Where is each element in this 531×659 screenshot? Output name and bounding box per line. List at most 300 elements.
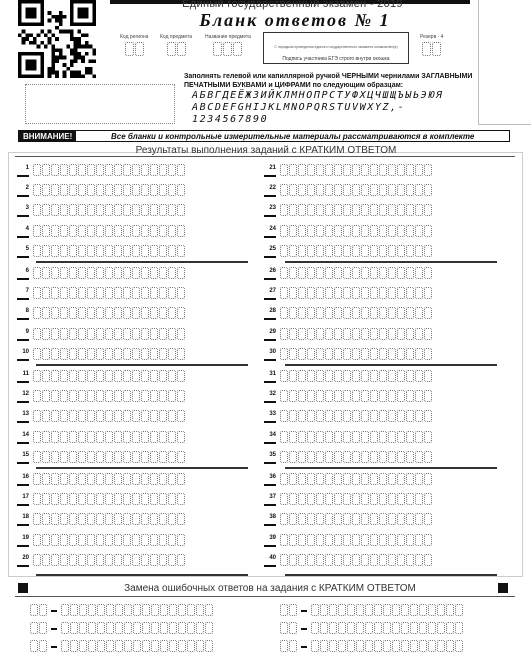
replace-answer-cell[interactable] <box>169 640 177 652</box>
replace-answer-cell[interactable] <box>383 640 391 652</box>
answer-cell[interactable] <box>42 184 50 196</box>
answer-cell[interactable] <box>388 245 396 257</box>
answer-cell[interactable] <box>132 307 140 319</box>
answer-cell[interactable] <box>96 410 104 422</box>
answer-cell[interactable] <box>379 390 387 402</box>
answer-cell[interactable] <box>60 307 68 319</box>
answer-cell[interactable] <box>114 554 122 566</box>
answer-cell[interactable] <box>78 287 86 299</box>
answer-cell[interactable] <box>69 225 77 237</box>
answer-cell[interactable] <box>424 184 432 196</box>
replace-answer-cell[interactable] <box>338 622 346 634</box>
answer-cell[interactable] <box>69 390 77 402</box>
answer-cell[interactable] <box>105 534 113 546</box>
answer-cell[interactable] <box>406 370 414 382</box>
answer-cell[interactable] <box>415 164 423 176</box>
answer-cell[interactable] <box>370 493 378 505</box>
replace-answer-cell[interactable] <box>133 604 141 616</box>
answer-cell[interactable] <box>150 410 158 422</box>
reserve-cell[interactable] <box>422 42 431 56</box>
answer-cell[interactable] <box>388 204 396 216</box>
answer-cell[interactable] <box>159 370 167 382</box>
answer-cell[interactable] <box>51 245 59 257</box>
answer-cell[interactable] <box>87 390 95 402</box>
answer-cell[interactable] <box>51 534 59 546</box>
answer-cell[interactable] <box>388 554 396 566</box>
answer-cell[interactable] <box>51 390 59 402</box>
answer-cell[interactable] <box>60 410 68 422</box>
answer-cell[interactable] <box>280 493 288 505</box>
answer-cell[interactable] <box>87 184 95 196</box>
answer-cell[interactable] <box>33 225 41 237</box>
answer-cell[interactable] <box>325 370 333 382</box>
answer-cell[interactable] <box>415 554 423 566</box>
answer-cell[interactable] <box>96 204 104 216</box>
answer-cell[interactable] <box>289 245 297 257</box>
answer-cell[interactable] <box>316 348 324 360</box>
answer-cell[interactable] <box>397 431 405 443</box>
replace-answer-cell[interactable] <box>178 622 186 634</box>
answer-cell[interactable] <box>141 328 149 340</box>
answer-cell[interactable] <box>159 184 167 196</box>
answer-cell[interactable] <box>406 513 414 525</box>
answer-cell[interactable] <box>132 328 140 340</box>
replace-answer-cell[interactable] <box>61 640 69 652</box>
answer-cell[interactable] <box>424 431 432 443</box>
answer-cell[interactable] <box>105 431 113 443</box>
answer-cell[interactable] <box>289 554 297 566</box>
answer-cell[interactable] <box>352 225 360 237</box>
answer-cell[interactable] <box>388 390 396 402</box>
answer-cell[interactable] <box>316 493 324 505</box>
answer-cell[interactable] <box>141 307 149 319</box>
answer-cell[interactable] <box>150 164 158 176</box>
answer-cell[interactable] <box>379 245 387 257</box>
answer-cell[interactable] <box>96 328 104 340</box>
replace-answer-cell[interactable] <box>329 622 337 634</box>
replace-answer-cell[interactable] <box>187 640 195 652</box>
answer-cell[interactable] <box>78 328 86 340</box>
answer-cell[interactable] <box>424 473 432 485</box>
answer-cell[interactable] <box>352 164 360 176</box>
answer-cell[interactable] <box>307 184 315 196</box>
answer-cell[interactable] <box>114 245 122 257</box>
answer-cell[interactable] <box>406 554 414 566</box>
answer-cell[interactable] <box>424 410 432 422</box>
answer-cell[interactable] <box>424 348 432 360</box>
answer-cell[interactable] <box>307 493 315 505</box>
answer-cell[interactable] <box>177 493 185 505</box>
answer-cell[interactable] <box>141 493 149 505</box>
answer-cell[interactable] <box>60 493 68 505</box>
answer-cell[interactable] <box>96 348 104 360</box>
answer-cell[interactable] <box>177 287 185 299</box>
answer-cell[interactable] <box>316 164 324 176</box>
answer-cell[interactable] <box>168 267 176 279</box>
answer-cell[interactable] <box>51 473 59 485</box>
answer-cell[interactable] <box>388 267 396 279</box>
answer-cell[interactable] <box>361 184 369 196</box>
answer-cell[interactable] <box>150 390 158 402</box>
answer-cell[interactable] <box>78 370 86 382</box>
answer-cell[interactable] <box>388 225 396 237</box>
answer-cell[interactable] <box>132 493 140 505</box>
replace-answer-cell[interactable] <box>106 640 114 652</box>
answer-cell[interactable] <box>168 225 176 237</box>
answer-cell[interactable] <box>141 554 149 566</box>
answer-cell[interactable] <box>343 493 351 505</box>
answer-cell[interactable] <box>361 451 369 463</box>
answer-cell[interactable] <box>334 493 342 505</box>
answer-cell[interactable] <box>343 225 351 237</box>
answer-cell[interactable] <box>379 348 387 360</box>
answer-cell[interactable] <box>415 390 423 402</box>
answer-cell[interactable] <box>352 390 360 402</box>
answer-cell[interactable] <box>87 328 95 340</box>
answer-cell[interactable] <box>114 534 122 546</box>
answer-cell[interactable] <box>168 287 176 299</box>
answer-cell[interactable] <box>123 348 131 360</box>
answer-cell[interactable] <box>123 307 131 319</box>
answer-cell[interactable] <box>87 370 95 382</box>
answer-cell[interactable] <box>33 204 41 216</box>
answer-cell[interactable] <box>325 554 333 566</box>
answer-cell[interactable] <box>114 473 122 485</box>
answer-cell[interactable] <box>379 410 387 422</box>
answer-cell[interactable] <box>69 348 77 360</box>
answer-cell[interactable] <box>280 473 288 485</box>
answer-cell[interactable] <box>132 410 140 422</box>
answer-cell[interactable] <box>168 554 176 566</box>
replace-answer-cell[interactable] <box>437 640 445 652</box>
answer-cell[interactable] <box>150 287 158 299</box>
answer-cell[interactable] <box>60 287 68 299</box>
answer-cell[interactable] <box>168 451 176 463</box>
answer-cell[interactable] <box>406 184 414 196</box>
answer-cell[interactable] <box>325 534 333 546</box>
answer-cell[interactable] <box>69 513 77 525</box>
answer-cell[interactable] <box>96 451 104 463</box>
answer-cell[interactable] <box>343 348 351 360</box>
answer-cell[interactable] <box>280 328 288 340</box>
replace-answer-cell[interactable] <box>106 622 114 634</box>
answer-cell[interactable] <box>298 307 306 319</box>
answer-cell[interactable] <box>42 534 50 546</box>
subject-name-cell[interactable] <box>213 42 222 56</box>
answer-cell[interactable] <box>141 431 149 443</box>
answer-cell[interactable] <box>60 534 68 546</box>
answer-cell[interactable] <box>168 410 176 422</box>
answer-cell[interactable] <box>325 245 333 257</box>
answer-cell[interactable] <box>406 267 414 279</box>
answer-cell[interactable] <box>289 184 297 196</box>
replace-answer-cell[interactable] <box>320 640 328 652</box>
replace-answer-cell[interactable] <box>338 640 346 652</box>
answer-cell[interactable] <box>280 370 288 382</box>
answer-cell[interactable] <box>78 431 86 443</box>
answer-cell[interactable] <box>123 554 131 566</box>
answer-cell[interactable] <box>141 184 149 196</box>
answer-cell[interactable] <box>177 245 185 257</box>
answer-cell[interactable] <box>289 204 297 216</box>
answer-cell[interactable] <box>325 307 333 319</box>
answer-cell[interactable] <box>397 204 405 216</box>
answer-cell[interactable] <box>307 164 315 176</box>
answer-cell[interactable] <box>334 287 342 299</box>
answer-cell[interactable] <box>388 164 396 176</box>
replace-task-cell[interactable] <box>39 640 47 652</box>
replace-task-cell[interactable] <box>30 604 38 616</box>
answer-cell[interactable] <box>60 348 68 360</box>
answer-cell[interactable] <box>123 534 131 546</box>
replace-answer-cell[interactable] <box>419 604 427 616</box>
answer-cell[interactable] <box>415 534 423 546</box>
answer-cell[interactable] <box>361 328 369 340</box>
answer-cell[interactable] <box>177 431 185 443</box>
answer-cell[interactable] <box>159 451 167 463</box>
answer-cell[interactable] <box>307 204 315 216</box>
answer-cell[interactable] <box>114 431 122 443</box>
answer-cell[interactable] <box>361 370 369 382</box>
answer-cell[interactable] <box>406 245 414 257</box>
answer-cell[interactable] <box>168 431 176 443</box>
answer-cell[interactable] <box>33 390 41 402</box>
answer-cell[interactable] <box>316 225 324 237</box>
answer-cell[interactable] <box>307 410 315 422</box>
answer-cell[interactable] <box>51 287 59 299</box>
answer-cell[interactable] <box>150 245 158 257</box>
replace-answer-cell[interactable] <box>169 622 177 634</box>
answer-cell[interactable] <box>87 267 95 279</box>
answer-cell[interactable] <box>105 307 113 319</box>
replace-answer-cell[interactable] <box>428 640 436 652</box>
replace-answer-cell[interactable] <box>410 604 418 616</box>
answer-cell[interactable] <box>177 534 185 546</box>
answer-cell[interactable] <box>388 493 396 505</box>
answer-cell[interactable] <box>415 307 423 319</box>
replace-answer-cell[interactable] <box>392 604 400 616</box>
answer-cell[interactable] <box>298 184 306 196</box>
answer-cell[interactable] <box>159 328 167 340</box>
answer-cell[interactable] <box>132 370 140 382</box>
answer-cell[interactable] <box>406 204 414 216</box>
answer-cell[interactable] <box>298 554 306 566</box>
replace-answer-cell[interactable] <box>178 640 186 652</box>
answer-cell[interactable] <box>361 245 369 257</box>
answer-cell[interactable] <box>307 328 315 340</box>
answer-cell[interactable] <box>361 348 369 360</box>
replace-answer-cell[interactable] <box>329 640 337 652</box>
answer-cell[interactable] <box>177 410 185 422</box>
answer-cell[interactable] <box>42 267 50 279</box>
answer-cell[interactable] <box>60 370 68 382</box>
replace-answer-cell[interactable] <box>178 604 186 616</box>
answer-cell[interactable] <box>150 513 158 525</box>
replace-answer-cell[interactable] <box>142 622 150 634</box>
answer-cell[interactable] <box>159 267 167 279</box>
answer-cell[interactable] <box>105 451 113 463</box>
answer-cell[interactable] <box>177 554 185 566</box>
answer-cell[interactable] <box>361 164 369 176</box>
answer-cell[interactable] <box>105 410 113 422</box>
answer-cell[interactable] <box>397 554 405 566</box>
answer-cell[interactable] <box>60 328 68 340</box>
replace-answer-cell[interactable] <box>455 640 463 652</box>
answer-cell[interactable] <box>42 348 50 360</box>
answer-cell[interactable] <box>415 184 423 196</box>
answer-cell[interactable] <box>141 451 149 463</box>
answer-cell[interactable] <box>370 348 378 360</box>
replace-answer-cell[interactable] <box>437 622 445 634</box>
answer-cell[interactable] <box>334 307 342 319</box>
answer-cell[interactable] <box>298 493 306 505</box>
replace-answer-cell[interactable] <box>187 622 195 634</box>
answer-cell[interactable] <box>78 225 86 237</box>
answer-cell[interactable] <box>325 390 333 402</box>
replace-task-cell[interactable] <box>280 604 288 616</box>
answer-cell[interactable] <box>397 513 405 525</box>
answer-cell[interactable] <box>42 328 50 340</box>
replace-answer-cell[interactable] <box>356 604 364 616</box>
answer-cell[interactable] <box>289 370 297 382</box>
answer-cell[interactable] <box>280 164 288 176</box>
replace-answer-cell[interactable] <box>124 604 132 616</box>
answer-cell[interactable] <box>69 370 77 382</box>
answer-cell[interactable] <box>361 204 369 216</box>
answer-cell[interactable] <box>406 493 414 505</box>
answer-cell[interactable] <box>334 534 342 546</box>
replace-answer-cell[interactable] <box>392 622 400 634</box>
answer-cell[interactable] <box>370 267 378 279</box>
answer-cell[interactable] <box>379 431 387 443</box>
answer-cell[interactable] <box>33 513 41 525</box>
answer-cell[interactable] <box>424 513 432 525</box>
answer-cell[interactable] <box>388 328 396 340</box>
answer-cell[interactable] <box>150 554 158 566</box>
answer-cell[interactable] <box>60 225 68 237</box>
answer-cell[interactable] <box>316 513 324 525</box>
answer-cell[interactable] <box>370 473 378 485</box>
answer-cell[interactable] <box>51 204 59 216</box>
answer-cell[interactable] <box>316 554 324 566</box>
answer-cell[interactable] <box>51 184 59 196</box>
answer-cell[interactable] <box>141 245 149 257</box>
answer-cell[interactable] <box>280 287 288 299</box>
replace-answer-cell[interactable] <box>187 604 195 616</box>
answer-cell[interactable] <box>280 267 288 279</box>
answer-cell[interactable] <box>298 164 306 176</box>
answer-cell[interactable] <box>298 534 306 546</box>
answer-cell[interactable] <box>51 493 59 505</box>
replace-answer-cell[interactable] <box>196 622 204 634</box>
answer-cell[interactable] <box>379 370 387 382</box>
answer-cell[interactable] <box>370 534 378 546</box>
replace-answer-cell[interactable] <box>205 604 213 616</box>
replace-answer-cell[interactable] <box>365 622 373 634</box>
replace-answer-cell[interactable] <box>196 640 204 652</box>
answer-cell[interactable] <box>69 245 77 257</box>
answer-cell[interactable] <box>168 370 176 382</box>
answer-cell[interactable] <box>96 473 104 485</box>
answer-cell[interactable] <box>424 204 432 216</box>
answer-cell[interactable] <box>334 184 342 196</box>
answer-cell[interactable] <box>334 473 342 485</box>
answer-cell[interactable] <box>123 267 131 279</box>
answer-cell[interactable] <box>406 410 414 422</box>
answer-cell[interactable] <box>316 370 324 382</box>
replace-answer-cell[interactable] <box>311 640 319 652</box>
answer-cell[interactable] <box>415 451 423 463</box>
answer-cell[interactable] <box>388 348 396 360</box>
answer-cell[interactable] <box>388 410 396 422</box>
answer-cell[interactable] <box>159 204 167 216</box>
answer-cell[interactable] <box>352 534 360 546</box>
answer-cell[interactable] <box>415 287 423 299</box>
answer-cell[interactable] <box>307 473 315 485</box>
answer-cell[interactable] <box>280 184 288 196</box>
answer-cell[interactable] <box>343 513 351 525</box>
answer-cell[interactable] <box>123 473 131 485</box>
answer-cell[interactable] <box>406 287 414 299</box>
answer-cell[interactable] <box>415 513 423 525</box>
answer-cell[interactable] <box>150 204 158 216</box>
answer-cell[interactable] <box>141 225 149 237</box>
answer-cell[interactable] <box>177 348 185 360</box>
answer-cell[interactable] <box>379 204 387 216</box>
answer-cell[interactable] <box>307 245 315 257</box>
replace-answer-cell[interactable] <box>338 604 346 616</box>
answer-cell[interactable] <box>141 287 149 299</box>
answer-cell[interactable] <box>370 287 378 299</box>
replace-answer-cell[interactable] <box>365 604 373 616</box>
replace-task-cell[interactable] <box>289 622 297 634</box>
answer-cell[interactable] <box>343 390 351 402</box>
answer-cell[interactable] <box>316 410 324 422</box>
answer-cell[interactable] <box>69 473 77 485</box>
replace-answer-cell[interactable] <box>151 622 159 634</box>
answer-cell[interactable] <box>406 431 414 443</box>
answer-cell[interactable] <box>316 184 324 196</box>
answer-cell[interactable] <box>406 328 414 340</box>
answer-cell[interactable] <box>424 370 432 382</box>
answer-cell[interactable] <box>60 164 68 176</box>
answer-cell[interactable] <box>307 307 315 319</box>
answer-cell[interactable] <box>397 328 405 340</box>
answer-cell[interactable] <box>96 164 104 176</box>
answer-cell[interactable] <box>105 390 113 402</box>
answer-cell[interactable] <box>42 513 50 525</box>
answer-cell[interactable] <box>406 225 414 237</box>
answer-cell[interactable] <box>343 267 351 279</box>
answer-cell[interactable] <box>334 554 342 566</box>
answer-cell[interactable] <box>352 493 360 505</box>
replace-answer-cell[interactable] <box>160 622 168 634</box>
answer-cell[interactable] <box>123 451 131 463</box>
answer-cell[interactable] <box>334 513 342 525</box>
answer-cell[interactable] <box>105 287 113 299</box>
answer-cell[interactable] <box>105 164 113 176</box>
answer-cell[interactable] <box>42 431 50 443</box>
replace-answer-cell[interactable] <box>347 622 355 634</box>
answer-cell[interactable] <box>132 473 140 485</box>
answer-cell[interactable] <box>397 245 405 257</box>
answer-cell[interactable] <box>424 451 432 463</box>
answer-cell[interactable] <box>343 184 351 196</box>
answer-cell[interactable] <box>33 348 41 360</box>
answer-cell[interactable] <box>280 534 288 546</box>
replace-answer-cell[interactable] <box>392 640 400 652</box>
answer-cell[interactable] <box>379 451 387 463</box>
